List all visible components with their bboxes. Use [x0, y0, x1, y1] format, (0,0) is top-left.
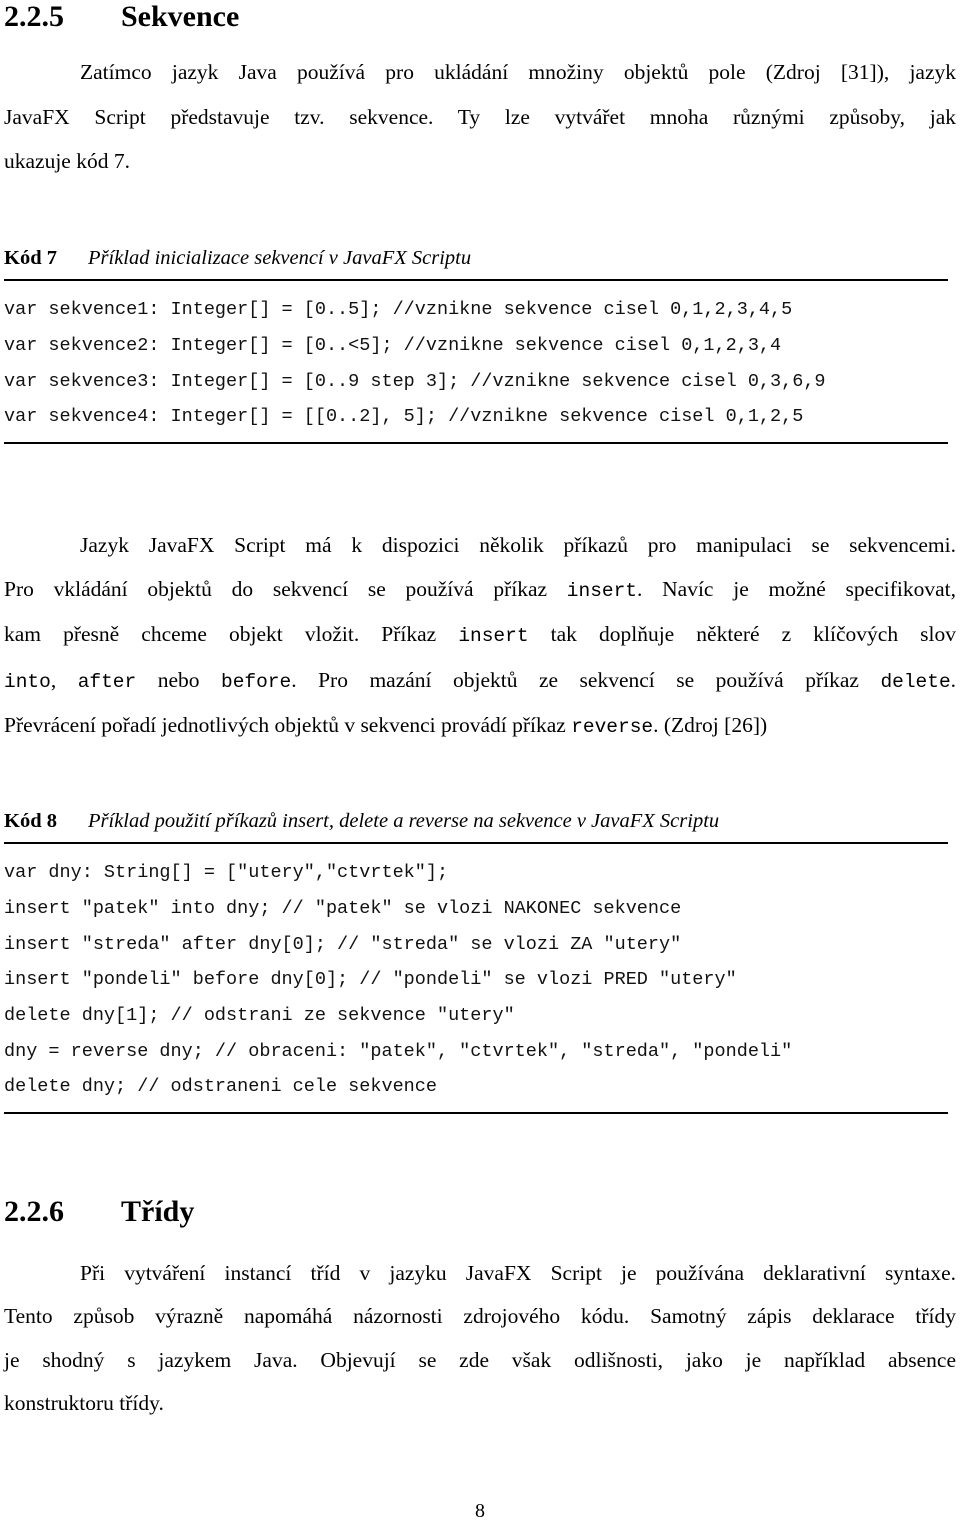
code-line: insert "pondeli" before dny[0]; // "pondeli" se vlozi PRED "utery" — [4, 969, 737, 990]
code-caption — [4, 810, 904, 838]
code-line: delete dny; // odstraneni cele sekvence — [4, 1076, 437, 1097]
paragraph-line: je shodný s jazykem Java. Objevují se zde však odlišnosti, jako je například absence — [4, 1348, 956, 1372]
paragraph-line — [4, 668, 956, 693]
divider — [4, 442, 948, 444]
paragraph-line: Zatímco jazyk Java používá pro ukládání množiny objektů pole (Zdroj [31]), jazyk — [80, 60, 956, 84]
code-label: Kód 7 — [4, 247, 57, 269]
page-number: 8 — [475, 1500, 485, 1522]
divider — [4, 279, 948, 281]
paragraph-line: Jazyk JavaFX Script má k dispozici několik příkazů pro manipulaci se sekvencemi. — [80, 533, 956, 557]
text: . — [950, 668, 957, 692]
inline-code: into — [4, 671, 51, 693]
paragraph-line: konstruktoru třídy. — [4, 1391, 164, 1415]
paragraph-line: JavaFX Script představuje tzv. sekvence. Ty lze vytvářet mnoha různými způsoby, jak — [4, 105, 956, 129]
inline-code: before — [221, 671, 292, 693]
section-number: 2.2.6 — [4, 1195, 64, 1228]
inline-code: delete — [880, 671, 951, 693]
code-caption-text: Příklad použití příkazů insert, delete a reverse na sekvence v JavaFX Scriptu — [88, 810, 720, 832]
text: Pro vkládání objektů do sekvencí se používá příkaz — [4, 577, 548, 601]
text: tak doplňuje některé z klíčových slov — [550, 622, 956, 646]
code-line: insert "patek" into dny; // "patek" se vlozi NAKONEC sekvence — [4, 898, 682, 919]
code-line: var sekvence1: Integer[] = [0..5]; //vznikne sekvence cisel 0,1,2,3,4,5 — [4, 299, 793, 320]
inline-code: insert — [566, 580, 638, 602]
code-line: insert "streda" after dny[0]; // "streda" se vlozi ZA "utery" — [4, 934, 682, 955]
section-heading-tridy — [4, 1195, 404, 1231]
text: . Navíc je možné specifikovat, — [637, 577, 956, 601]
inline-code: reverse — [571, 716, 654, 738]
divider — [4, 1112, 948, 1114]
code-line: var sekvence3: Integer[] = [0..9 step 3]; //vznikne sekvence cisel 0,3,6,9 — [4, 371, 826, 392]
divider — [4, 842, 948, 844]
code-line: dny = reverse dny; // obraceni: "patek", "ctvrtek", "streda", "pondeli" — [4, 1041, 793, 1062]
text: nebo — [157, 668, 200, 692]
section-heading-sekvence — [4, 0, 404, 36]
text: kam přesně chceme objekt vložit. Příkaz — [4, 622, 437, 646]
paragraph-line: ukazuje kód 7. — [4, 149, 130, 173]
inline-code: after — [77, 671, 137, 693]
code-label: Kód 8 — [4, 810, 57, 832]
text: . Pro mazání objektů ze sekvencí se používá příkaz — [291, 668, 859, 692]
paragraph-line — [4, 622, 956, 647]
section-title: Třídy — [121, 1195, 195, 1228]
code-caption-text: Příklad inicializace sekvencí v JavaFX Scriptu — [88, 247, 472, 269]
code-line: var sekvence2: Integer[] = [0..<5]; //vznikne sekvence cisel 0,1,2,3,4 — [4, 335, 782, 356]
text: , — [50, 668, 57, 692]
paragraph-line — [4, 577, 956, 602]
paragraph-line: Tento způsob výrazně napomáhá názornosti zdrojového kódu. Samotný zápis deklarace třídy — [4, 1304, 956, 1328]
section-number: 2.2.5 — [4, 0, 64, 33]
code-line: delete dny[1]; // odstrani ze sekvence "utery" — [4, 1005, 515, 1026]
code-line: var dny: String[] = ["utery","ctvrtek"]; — [4, 862, 449, 883]
code-line: var sekvence4: Integer[] = [[0..2], 5]; //vznikne sekvence cisel 0,1,2,5 — [4, 406, 804, 427]
text: . (Zdroj [26]) — [653, 713, 768, 737]
text: Převrácení pořadí jednotlivých objektů v sekvenci provádí příkaz — [4, 713, 566, 737]
section-title: Sekvence — [121, 0, 240, 33]
code-caption — [4, 247, 904, 275]
paragraph-line — [4, 713, 956, 738]
paragraph-line: Při vytváření instancí tříd v jazyku JavaFX Script je používána deklarativní syntaxe. — [80, 1261, 956, 1285]
inline-code: insert — [458, 625, 529, 647]
